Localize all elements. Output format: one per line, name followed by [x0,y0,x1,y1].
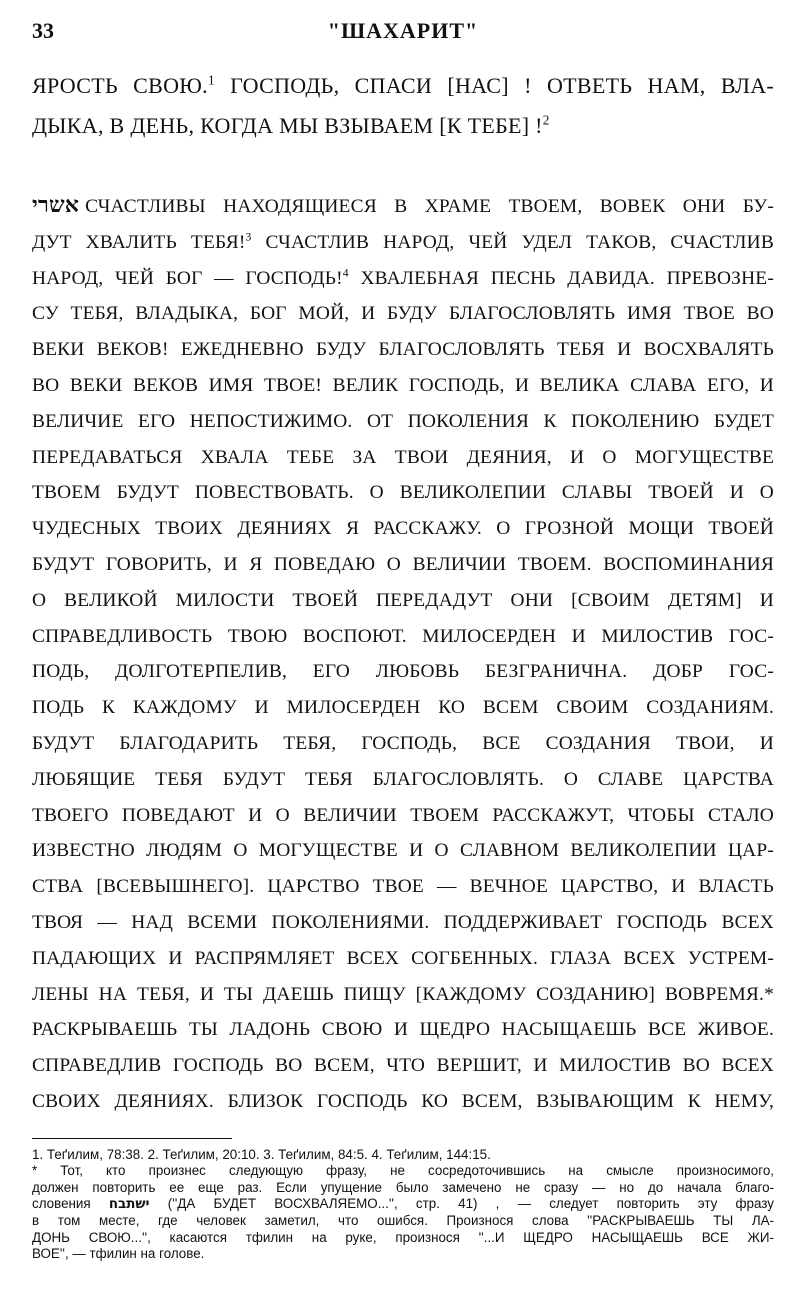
footnote-marker: 3 [245,230,252,244]
hebrew-word: ישתבח [108,1196,150,1212]
text-line [32,296,774,332]
text-line [32,1012,774,1048]
text-line [32,332,774,368]
line-text: СЧАСТЛИВ НАРОД, ЧЕЙ УДЕЛ ТАКОВ, СЧАСТЛИВ [251,231,774,253]
text-line [32,833,774,869]
line-text: БУДУТ БЛАГОДАРИТЬ ТЕБЯ, ГОСПОДЬ, ВСЕ СОЗДАНИЯ ТВОИ, И [32,732,774,754]
line-text: О ВЕЛИКОЙ МИЛОСТИ ТВОЕЙ ПЕРЕДАДУТ ОНИ [СВОИМ ДЕТЯМ] И [32,589,774,611]
line-text: ПЕРЕДАВАТЬСЯ ХВАЛА ТЕБЕ ЗА ТВОИ ДЕЯНИЯ, И О МОГУЩЕСТВЕ [32,446,774,468]
line-text: ВОЕ'', — тфилин на голове. [32,1246,205,1262]
text-line [32,1180,774,1196]
running-title: "ШАХАРИТ" [327,18,479,43]
page-number: 33 [32,18,54,43]
line-text: ЧУДЕСНЫХ ТВОИХ ДЕЯНИЯХ Я РАССКАЖУ. О ГРОЗНОЙ МОЩИ ТВОЕЙ [32,518,774,540]
line-text: ВО ВЕКИ ВЕКОВ ИМЯ ТВОЕ! ВЕЛИК ГОСПОДЬ, И ВЕЛИКА СЛАВА ЕГО, И [32,374,774,396]
line-text: ДОНЬ СВОЮ...'', касаются тфилин на руке, произнося ''...И ЩЕДРО НАСЫЩАЕШЬ ВСЕ ЖИ- [32,1229,774,1245]
line-text: ДЫКА, В ДЕНЬ, КОГДА МЫ ВЗЫВАЕМ [К ТЕБЕ] ! [32,113,543,138]
ashrei-hebrew-word: אשרי [32,192,80,218]
text-line [32,798,774,834]
text-line [32,1163,774,1179]
text-line [32,475,774,511]
text-line [32,977,774,1013]
text-line [32,905,774,941]
line-text: ДУТ ХВАЛИТЬ ТЕБЯ! [32,231,246,253]
line-text: НАРОД, ЧЕЙ БОГ — ГОСПОДЬ! [32,267,343,289]
line-text: СУ ТЕБЯ, ВЛАДЫКА, БОГ МОЙ, И БУДУ БЛАГОСЛОВЛЯТЬ ИМЯ ТВОЕ ВО [32,303,774,325]
line-text: (''ДА БУДЕТ ВОСХВАЛЯЕМО...'', стр. 41) , — следует повторить эту фразу [149,1195,774,1211]
text-line [32,106,774,146]
line-text: ТВОЕГО ПОВЕДАЮТ И О ВЕЛИЧИИ ТВОЕМ РАССКАЖУТ, ЧТОБЫ СТАЛО [32,804,774,826]
footnote-marker: 2 [542,112,550,128]
line-text: ТВОЯ — НАД ВСЕМИ ПОКОЛЕНИЯМИ. ПОДДЕРЖИВАЕТ ГОСПОДЬ ВСЕХ [32,911,774,933]
text-line [32,1084,774,1120]
text-line [32,690,774,726]
line-text: ХВАЛЕБНАЯ ПЕСНЬ ДАВИДА. ПРЕВОЗНЕ- [348,267,774,289]
text-line [32,1246,774,1262]
line-text: СВОИХ ДЕЯНИЯХ. БЛИЗОК ГОСПОДЬ КО ВСЕМ, ВЗЫВАЮЩИМ К НЕМУ, [32,1090,774,1112]
text-line [32,619,774,655]
line-text: ЯРОСТЬ СВОЮ. [32,73,208,98]
text-line [32,1213,774,1229]
text-line [32,869,774,905]
footnote-references: 1. Теґилим, 78:38. 2. Теґилим, 20:10. 3. Теґилим, 84:5. 4. Теґилим, 144:15. [32,1146,491,1162]
intro-text [32,66,774,146]
line-text: ВЕЛИЧИЕ ЕГО НЕПОСТИЖИМО. ОТ ПОКОЛЕНИЯ К ПОКОЛЕНИЮ БУДЕТ [32,410,774,432]
line-text: РАСКРЫВАЕШЬ ТЫ ЛАДОНЬ СВОЮ И ЩЕДРО НАСЫЩАЕШЬ ВСЕ ЖИВОЕ. [32,1019,774,1041]
text-line [32,66,774,106]
line-text: словения [32,1195,109,1211]
line-text: ГОСПОДЬ, СПАСИ [НАС] ! ОТВЕТЬ НАМ, ВЛА- [214,73,775,98]
text-line [32,188,774,225]
line-text: СПРАВЕДЛИВОСТЬ ТВОЮ ВОСПОЮТ. МИЛОСЕРДЕН И МИЛОСТИВ ГОС- [32,625,774,647]
text-line [32,511,774,547]
line-text: СПРАВЕДЛИВ ГОСПОДЬ ВО ВСЕМ, ЧТО ВЕРШИТ, И МИЛОСТИВ ВО ВСЕХ [32,1055,774,1077]
text-line [32,1230,774,1246]
footnotes [32,1147,774,1263]
text-line [32,368,774,404]
text-line [32,726,774,762]
line-text: ПАДАЮЩИХ И РАСПРЯМЛЯЕТ ВСЕХ СОГБЕННЫХ. ГЛАЗА ВСЕХ УСТРЕМ- [32,947,774,969]
line-text: ЛЕНЫ НА ТЕБЯ, И ТЫ ДАЕШЬ ПИЩУ [КАЖДОМУ СОЗДАНИЮ] ВОВРЕМЯ.* [32,983,774,1005]
line-text: должен повторить ее еще раз. Если упущение было замечено не сразу — но до начала благо- [32,1179,774,1195]
line-text: СЧАСТЛИВЫ НАХОДЯЩИЕСЯ В ХРАМЕ ТВОЕМ, ВОВЕК ОНИ БУ- [85,196,774,217]
text-line [32,1196,774,1213]
text-line [32,404,774,440]
line-text: БУДУТ ГОВОРИТЬ, И Я ПОВЕДАЮ О ВЕЛИЧИИ ТВОЕМ. ВОСПОМИНАНИЯ [32,553,774,575]
text-line [32,1048,774,1084]
line-text: ПОДЬ К КАЖДОМУ И МИЛОСЕРДЕН КО ВСЕМ СВОИМ СОЗДАНИЯМ. [32,697,774,719]
text-line [32,762,774,798]
page-header [32,0,774,62]
line-text: в том месте, где человек заметил, что ошибся. Произнося слова ''РАСКРЫВАЕШЬ ТЫ ЛА- [32,1213,774,1229]
line-text: * Тот, кто произнес следующую фразу, не сосредоточившись на смысле произносимого, [32,1163,774,1179]
footnote-divider [32,1138,232,1139]
line-text: ЛЮБЯЩИЕ ТЕБЯ БУДУТ ТЕБЯ БЛАГОСЛОВЛЯТЬ. О СЛАВЕ ЦАРСТВА [32,768,774,790]
line-text: ПОДЬ, ДОЛГОТЕРПЕЛИВ, ЕГО ЛЮБОВЬ БЕЗГРАНИЧНА. ДОБР ГОС- [32,661,774,683]
line-text: ТВОЕМ БУДУТ ПОВЕСТВОВАТЬ. О ВЕЛИКОЛЕПИИ СЛАВЫ ТВОЕЙ И О [32,482,774,504]
text-line [32,225,774,261]
footnote-marker: 1 [208,72,215,88]
line-text: ВЕКИ ВЕКОВ! ЕЖЕДНЕВНО БУДУ БЛАГОСЛОВЛЯТЬ ТЕБЯ И ВОСХВАЛЯТЬ [32,339,774,361]
text-line [32,547,774,583]
text-line [32,654,774,690]
footnote-marker: 4 [342,266,349,280]
text-line [32,941,774,977]
text-line [32,261,774,297]
ashrei-text [32,188,774,1120]
line-text: ИЗВЕСТНО ЛЮДЯМ О МОГУЩЕСТВЕ И О СЛАВНОМ ВЕЛИКОЛЕПИИ ЦАР- [32,840,774,862]
line-text: СТВА [ВСЕВЫШНЕГО]. ЦАРСТВО ТВОЕ — ВЕЧНОЕ ЦАРСТВО, И ВЛАСТЬ [32,876,774,898]
text-line [32,440,774,476]
text-line [32,583,774,619]
